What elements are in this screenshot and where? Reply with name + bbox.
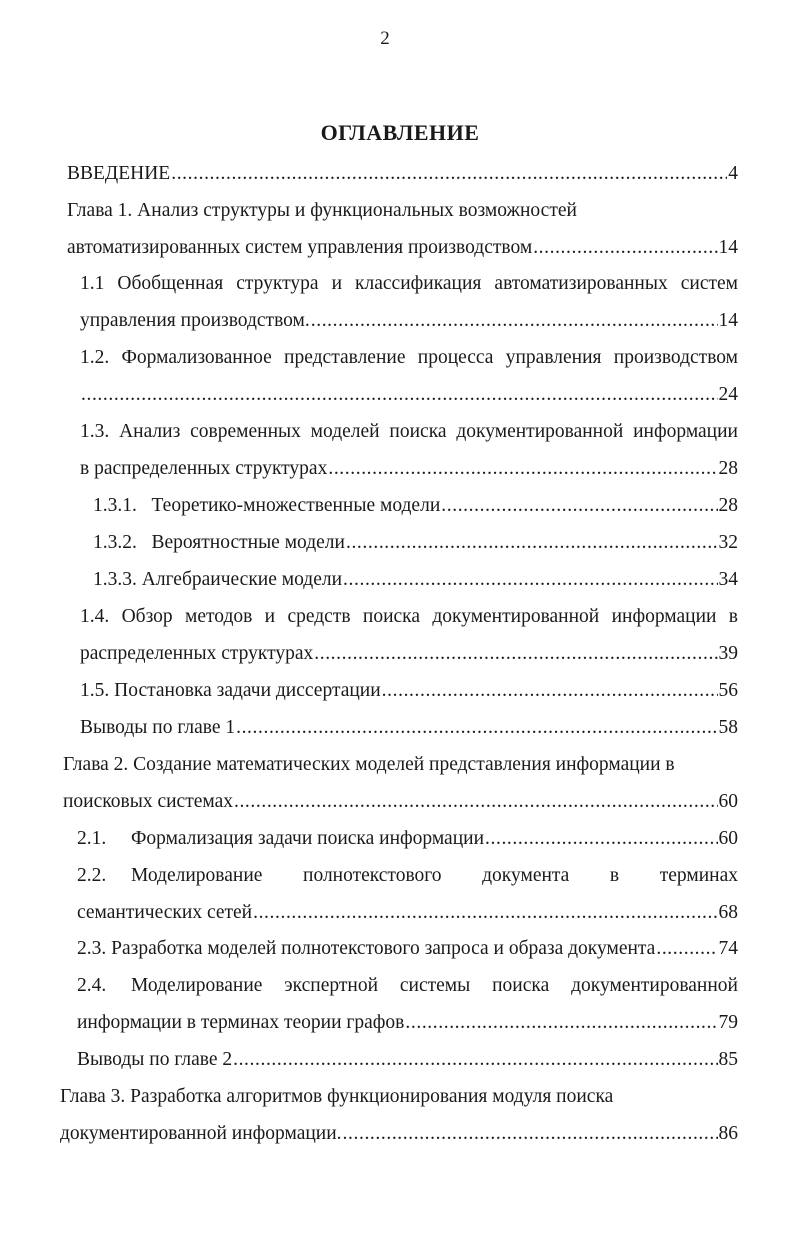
toc-entry-1-2-line1: 1.2. Формализованное представление процесса управления производством: [80, 347, 738, 368]
toc-entry-1-2[interactable]: ..... 24: [80, 381, 738, 409]
toc-entry-introduction[interactable]: ВВЕДЕНИЕ ..... 4: [67, 160, 738, 188]
toc-entry-2-3[interactable]: 2.3. Разработка моделей полнотекстового запроса и образа документа ..... 74: [77, 935, 738, 963]
toc-entry-2-2-line1: 2.2. Моделирование полнотекстового документа в терминах: [77, 865, 738, 886]
toc-entry-1-5[interactable]: 1.5. Постановка задачи диссертации ..... 56: [80, 677, 738, 705]
toc-entry-2-4-line1: 2.4. Моделирование экспертной системы поиска документированной: [77, 975, 738, 996]
toc-entry-conclusions-1[interactable]: Выводы по главе 1 ..... 58: [80, 714, 738, 742]
toc-entry-2-1[interactable]: 2.1. Формализация задачи поиска информации ..... 60: [77, 825, 738, 853]
toc-entry-chapter-1[interactable]: автоматизированных систем управления производством ..... 14: [67, 234, 738, 262]
page-title: ОГЛАВЛЕНИЕ: [320, 120, 480, 145]
toc-entry-chapter-2[interactable]: поисковых системах ..... 60: [63, 788, 738, 816]
toc-entry-1-4-line1: 1.4. Обзор методов и средств поиска документированной информации в: [80, 606, 738, 627]
page-number: 2: [380, 28, 390, 49]
toc-entry-1-4[interactable]: распределенных структурах ..... 39: [80, 640, 738, 668]
toc-entry-1-3-3[interactable]: 1.3.3. Алгебраические модели ..... 34: [93, 566, 738, 594]
toc-entry-1-3-line1: 1.3. Анализ современных моделей поиска документированной информации: [80, 421, 738, 442]
toc-entry-chapter-3[interactable]: документированной информации. ..... 86: [60, 1120, 738, 1148]
toc-entry-conclusions-2[interactable]: Выводы по главе 2 ..... 85: [77, 1046, 738, 1074]
toc-entry-chapter-2-line1: Глава 2. Создание математических моделей представления информации в: [63, 754, 675, 775]
toc-entry-1-3[interactable]: в распределенных структурах ..... 28: [80, 455, 738, 483]
toc-entry-2-4[interactable]: информации в терминах теории графов ..... 79: [77, 1009, 738, 1037]
toc-entry-chapter-3-line1: Глава 3. Разработка алгоритмов функционирования модуля поиска: [60, 1086, 614, 1107]
toc-entry-1-3-1[interactable]: 1.3.1. Теоретико-множественные модели ..... 28: [93, 492, 738, 520]
toc-entry-2-2[interactable]: семантических сетей ..... 68: [77, 899, 738, 927]
toc-entry-1-1-line1: 1.1 Обобщенная структура и классификация автоматизированных систем: [80, 273, 738, 294]
toc-entry-1-1[interactable]: управления производством. ..... 14: [80, 307, 738, 335]
toc-entry-1-3-2[interactable]: 1.3.2. Вероятностные модели ..... 32: [93, 529, 738, 557]
toc-entry-chapter-1-line1: Глава 1. Анализ структуры и функциональных возможностей: [67, 200, 577, 221]
